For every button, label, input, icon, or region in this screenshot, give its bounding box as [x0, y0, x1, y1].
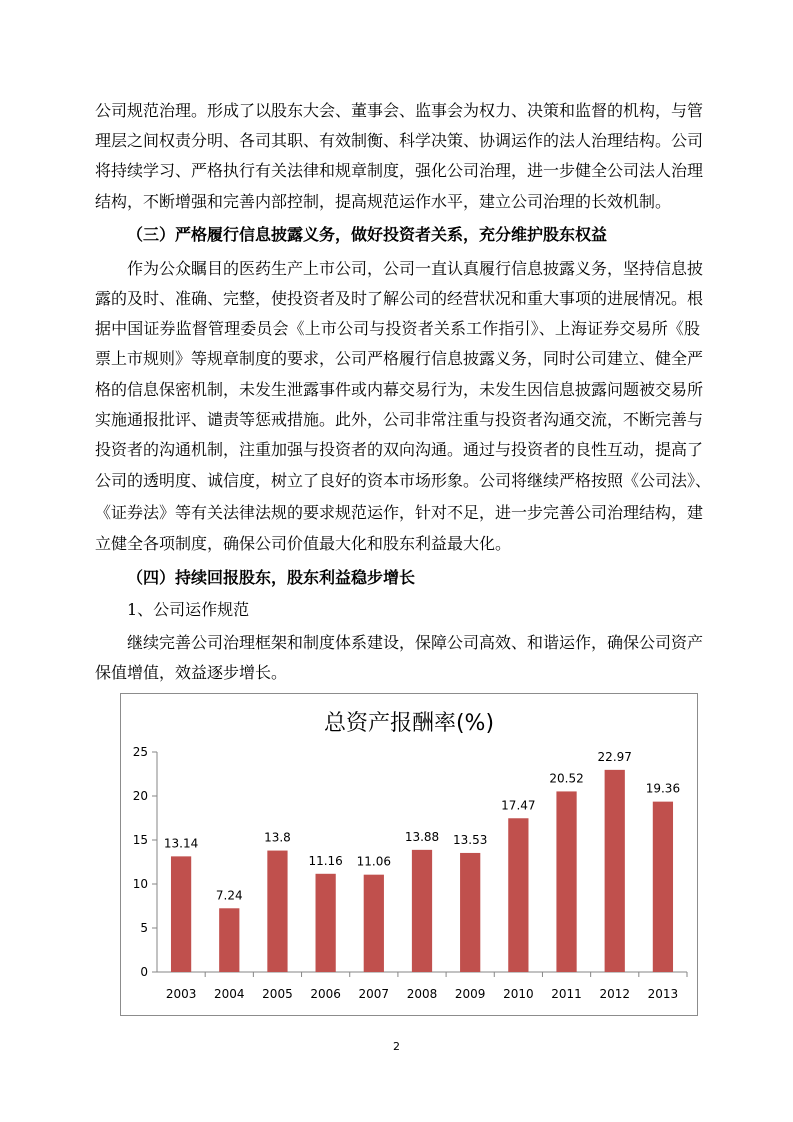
x-tick-label-2008: 2008 — [406, 987, 438, 1001]
value-label-2009: 13.53 — [453, 832, 488, 847]
paragraph-2-line-6: 实施通报批评、谴责等惩戒措施。此外，公司非常注重与投资者沟通交流，不断完善与 — [95, 410, 704, 429]
paragraph-2-line-9: 《证券法》等有关法律法规的要求规范运作，针对不足，进一步完善公司治理结构，建 — [95, 503, 704, 522]
paragraph-3-line-1: 继续完善公司治理框架和制度体系建设，保障公司高效、和谐运作，确保公司资产 — [127, 633, 704, 652]
value-label-2005: 13.8 — [264, 830, 291, 845]
paragraph-1-line-3: 将持续学习、严格执行有关法律和规章制度，强化公司治理，进一步健全公司法人治理 — [95, 161, 704, 180]
bar-2012 — [605, 770, 625, 972]
bar-2011 — [556, 791, 576, 972]
bar-2007 — [364, 875, 384, 972]
paragraph-2-line-10: 立健全各项制度，确保公司价值最大化和股东利益最大化。 — [95, 534, 512, 553]
section-heading-4: （四）持续回报股东，股东利益稳步增长 — [127, 568, 416, 587]
value-label-2006: 11.16 — [308, 853, 343, 868]
x-tick-label-2004: 2004 — [213, 987, 245, 1001]
value-label-2004: 7.24 — [215, 888, 243, 903]
y-tick-label: 15 — [132, 833, 148, 847]
bar-2008 — [412, 850, 432, 972]
y-tick-label: 5 — [140, 921, 148, 935]
y-tick-label: 10 — [132, 877, 148, 891]
x-tick-label-2005: 2005 — [262, 987, 293, 1001]
x-tick-label-2013: 2013 — [647, 987, 679, 1001]
page-number: 2 — [393, 1040, 400, 1053]
paragraph-1-line-1: 公司规范治理。形成了以股东大会、董事会、监事会为权力、决策和监督的机构，与管 — [95, 101, 704, 120]
y-tick-label: 20 — [132, 789, 148, 803]
bar-chart — [121, 694, 697, 1015]
y-tick-label: 0 — [140, 965, 148, 979]
bar-2003 — [171, 856, 191, 972]
value-label-2013: 19.36 — [645, 781, 681, 796]
paragraph-2-line-1: 作为公众瞩目的医药生产上市公司，公司一直认真履行信息披露义务，坚持信息披 — [127, 259, 704, 278]
chart-x-ticks — [166, 972, 687, 1001]
chart-bars — [171, 770, 673, 972]
x-tick-label-2012: 2012 — [599, 987, 631, 1001]
paragraph-2-line-2: 露的及时、准确、完整，使投资者及时了解公司的经营状况和重大事项的进展情况。根 — [95, 289, 704, 308]
chart-y-ticks — [133, 745, 157, 979]
paragraph-2-line-5: 格的信息保密机制，未发生泄露事件或内幕交易行为，未发生因信息披露问题被交易所 — [95, 380, 704, 399]
paragraph-2-line-8: 公司的透明度、诚信度，树立了良好的资本市场形象。公司将继续严格按照《公司法》、 — [95, 471, 712, 490]
y-tick-label: 25 — [132, 745, 148, 759]
paragraph-3-line-2: 保值增值，效益逐步增长。 — [95, 663, 288, 682]
value-label-2010: 17.47 — [501, 798, 536, 813]
paragraph-1-line-4: 结构，不断增强和完善内部控制，提高规范运作水平，建立公司治理的长效机制。 — [95, 192, 672, 211]
bar-2013 — [653, 802, 673, 972]
x-tick-label-2010: 2010 — [503, 987, 534, 1001]
value-label-2007: 11.06 — [356, 854, 391, 869]
paragraph-2-line-4: 票上市规则》等规章制度的要求，公司严格履行信息披露义务，同时公司建立、健全严 — [95, 349, 704, 368]
x-tick-label-2011: 2011 — [551, 987, 582, 1001]
chart-container — [120, 693, 698, 1016]
paragraph-2-line-3: 据中国证券监督管理委员会《上市公司与投资者关系工作指引》、上海证券交易所《股 — [95, 319, 700, 338]
bar-2010 — [508, 818, 528, 972]
bar-2006 — [316, 874, 336, 972]
subheading-1: 1、公司运作规范 — [127, 600, 250, 619]
value-label-2003: 13.14 — [163, 836, 199, 851]
x-tick-label-2006: 2006 — [310, 987, 341, 1001]
paragraph-2-line-7: 投资者的沟通机制，注重加强与投资者的双向沟通。通过与投资者的良性互动，提高了 — [95, 440, 704, 459]
x-tick-label-2009: 2009 — [454, 987, 486, 1001]
paragraph-1-line-2: 理层之间权责分明、各司其职、有效制衡、科学决策、协调运作的法人治理结构。公司 — [95, 131, 704, 150]
bar-2005 — [267, 851, 287, 972]
x-tick-label-2007: 2007 — [358, 987, 390, 1001]
bar-2009 — [460, 853, 480, 972]
section-heading-3: （三）严格履行信息披露义务，做好投资者关系，充分维护股东权益 — [127, 225, 608, 244]
chart-title: 总资产报酬率(%) — [323, 711, 495, 736]
bar-2004 — [219, 908, 239, 972]
value-label-2012: 22.97 — [597, 749, 632, 764]
value-label-2011: 20.52 — [549, 771, 584, 786]
value-label-2008: 13.88 — [404, 829, 440, 844]
x-tick-label-2003: 2003 — [165, 987, 197, 1001]
